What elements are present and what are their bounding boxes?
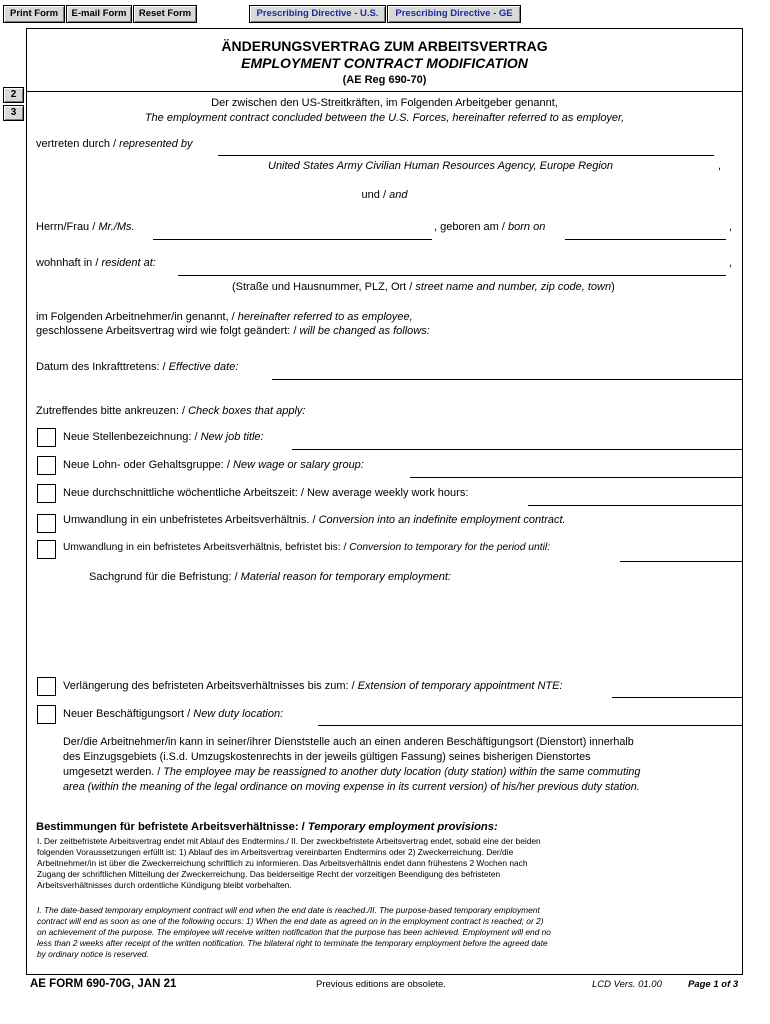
new-weekly-hours-field[interactable]: [528, 492, 742, 506]
represented-comma: ,: [718, 160, 722, 172]
provisions-heading: Bestimmungen für befristete Arbeitsverhältnisse: / Temporary employment provisions:: [36, 821, 498, 833]
represented-by-value: United States Army Civilian Human Resources Agency, Europe Region: [268, 160, 614, 172]
page-2-button[interactable]: 2: [3, 87, 24, 103]
version-label: LCD Vers. 01.00: [592, 979, 662, 990]
new-duty-location-label: Neuer Beschäftigungsort / New duty location:: [63, 708, 284, 720]
provisions-german-line: Zugang der schriftlichen Mitteilung der Zweckerreichung. Das beiderseitige Recht der vorzeitigen Beendigung des befristeten: [37, 869, 501, 879]
print-form-button[interactable]: Print Form: [3, 5, 65, 23]
extension-date-field[interactable]: [612, 684, 742, 698]
indefinite-conversion-checkbox[interactable]: [37, 514, 56, 533]
new-weekly-hours-label: Neue durchschnittliche wöchentliche Arbeitszeit: / New average weekly work hours:: [63, 487, 469, 499]
reset-form-button[interactable]: Reset Form: [133, 5, 197, 23]
resident-at-label: wohnhaft in / resident at:: [36, 257, 156, 269]
new-duty-location-checkbox[interactable]: [37, 705, 56, 724]
birth-date-field[interactable]: [565, 226, 726, 240]
represented-by-field[interactable]: [218, 142, 714, 156]
material-reason-field[interactable]: [89, 588, 739, 672]
new-job-title-checkbox[interactable]: [37, 428, 56, 447]
born-on-label: , geboren am / born on: [434, 221, 546, 233]
employee-line-2: geschlossene Arbeitsvertrag wird wie folgt geändert: / will be changed as follows:: [36, 325, 430, 337]
page-3-button[interactable]: 3: [3, 105, 24, 121]
new-wage-group-field[interactable]: [410, 464, 742, 478]
header-divider: [26, 91, 743, 92]
provisions-german: [37, 836, 739, 891]
address-field[interactable]: [178, 262, 726, 276]
new-weekly-hours-checkbox[interactable]: [37, 484, 56, 503]
reassignment-paragraph: Der/die Arbeitnehmer/in kann in seiner/ihrer Dienststelle auch an einen anderen Beschäftigungsort (Dienstort) innerhalb des Einzugsgebiets (i.S.d. Umzugskostenrechts in der jeweils gültigen Fassung) seines bisherigen Dienstortes umgesetzt werden. / The employee may be reassigned to another duty location (duty station) within the same commuting area (within the meaning of the legal ordinance on moving expense in its current version) of his/her previous duty station.: [63, 736, 641, 793]
temporary-until-field[interactable]: [620, 548, 742, 562]
new-duty-location-field[interactable]: [318, 712, 742, 726]
extension-checkbox[interactable]: [37, 677, 56, 696]
intro-english: The employment contract concluded between the U.S. Forces, hereinafter referred to as employer,: [144, 112, 625, 124]
provisions-english-line: on achievement of the purpose. The employee will receive written notification that the purpose has been achieved. Employment will end no: [37, 927, 551, 937]
form-number: AE FORM 690-70G, JAN 21: [30, 978, 177, 990]
provisions-english-line: by ordinary notice is reserved.: [37, 949, 149, 959]
provisions-english: [37, 905, 739, 960]
employee-name-field[interactable]: [153, 226, 432, 240]
provisions-german-line: folgenden Voraussetzungen erfüllt ist: 1) Ablauf des im Arbeitsvertrag vereinbarten Endtermins oder 2) Zweckerreichung. Der/die: [37, 847, 514, 857]
employee-name-label: Herrn/Frau / Mr./Ms.: [36, 221, 135, 233]
employee-line-1: im Folgenden Arbeitnehmer/in genannt, / hereinafter referred to as employee,: [36, 311, 413, 323]
provisions-english-line: contract will end as soon as one of the following occurs: 1) When the end date as agreed on in the employment contract is reached; or 2): [37, 916, 544, 926]
provisions-german-line: I. Der zeitbefristete Arbeitsvertrag endet mit Ablauf des Endtermins./ II. Der zweckbefristete Arbeitsvertrag endet, sobald eine der beiden: [37, 836, 541, 846]
title-english: EMPLOYMENT CONTRACT MODIFICATION: [241, 55, 528, 71]
extension-label: Verlängerung des befristeten Arbeitsverhältnisses bis zum: / Extension of temporary appointment NTE:: [63, 680, 563, 692]
provisions-german-line: Arbeitsverhältnisses durch ordentliche Kündigung bleibt vorbehalten.: [37, 880, 292, 890]
new-job-title-label: Neue Stellenbezeichnung: / New job title:: [63, 431, 264, 443]
temporary-conversion-checkbox[interactable]: [37, 540, 56, 559]
email-form-button[interactable]: E-mail Form: [66, 5, 132, 23]
prescribing-directive-ge-button[interactable]: Prescribing Directive - GE: [387, 5, 521, 23]
effective-date-label: Datum des Inkrafttretens: / Effective date:: [36, 361, 239, 373]
provisions-english-line: I. The date-based temporary employment contract will end when the end date is reached./II. The purpose-based temporary employment: [37, 905, 540, 915]
represented-by-label: vertreten durch / represented by: [36, 138, 193, 150]
and-label: und / and: [361, 189, 408, 201]
obsolete-notice: Previous editions are obsolete.: [316, 979, 446, 990]
address-comma: ,: [729, 257, 733, 269]
name-comma: ,: [729, 221, 733, 233]
title-german: ÄNDERUNGSVERTRAG ZUM ARBEITSVERTRAG: [221, 38, 548, 54]
prescribing-directive-us-button[interactable]: Prescribing Directive - U.S.: [249, 5, 386, 23]
address-hint: (Straße und Hausnummer, PLZ, Ort / street name and number, zip code, town): [232, 281, 615, 293]
provisions-english-line: less than 2 weeks after receipt of the written notification. The bilateral right to terminate the temporary employment before the agreed date: [37, 938, 548, 948]
effective-date-field[interactable]: [272, 366, 742, 380]
check-boxes-instruction: Zutreffendes bitte ankreuzen: / Check boxes that apply:: [36, 405, 306, 417]
regulation-reference: (AE Reg 690-70): [342, 74, 427, 86]
material-reason-label: Sachgrund für die Befristung: / Material reason for temporary employment:: [89, 571, 451, 583]
provisions-german-line: Arbeitnehmer/in ist über die Zweckerreichung schriftlich zu informieren. Das Arbeitsverhältnis endet dann frühestens 2 Wochen nach: [37, 858, 528, 868]
new-wage-group-checkbox[interactable]: [37, 456, 56, 475]
page-indicator: Page 1 of 3: [688, 979, 739, 990]
temporary-conversion-label: Umwandlung in ein befristetes Arbeitsverhältnis, befristet bis: / Conversion to temporary for the period until:: [63, 542, 551, 553]
new-wage-group-label: Neue Lohn- oder Gehaltsgruppe: / New wage or salary group:: [63, 459, 364, 471]
indefinite-conversion-label: Umwandlung in ein unbefristetes Arbeitsverhältnis. / Conversion into an indefinite employment contract.: [63, 514, 566, 526]
intro-german: Der zwischen den US-Streitkräften, im Folgenden Arbeitgeber genannt,: [211, 97, 558, 109]
new-job-title-field[interactable]: [292, 436, 742, 450]
